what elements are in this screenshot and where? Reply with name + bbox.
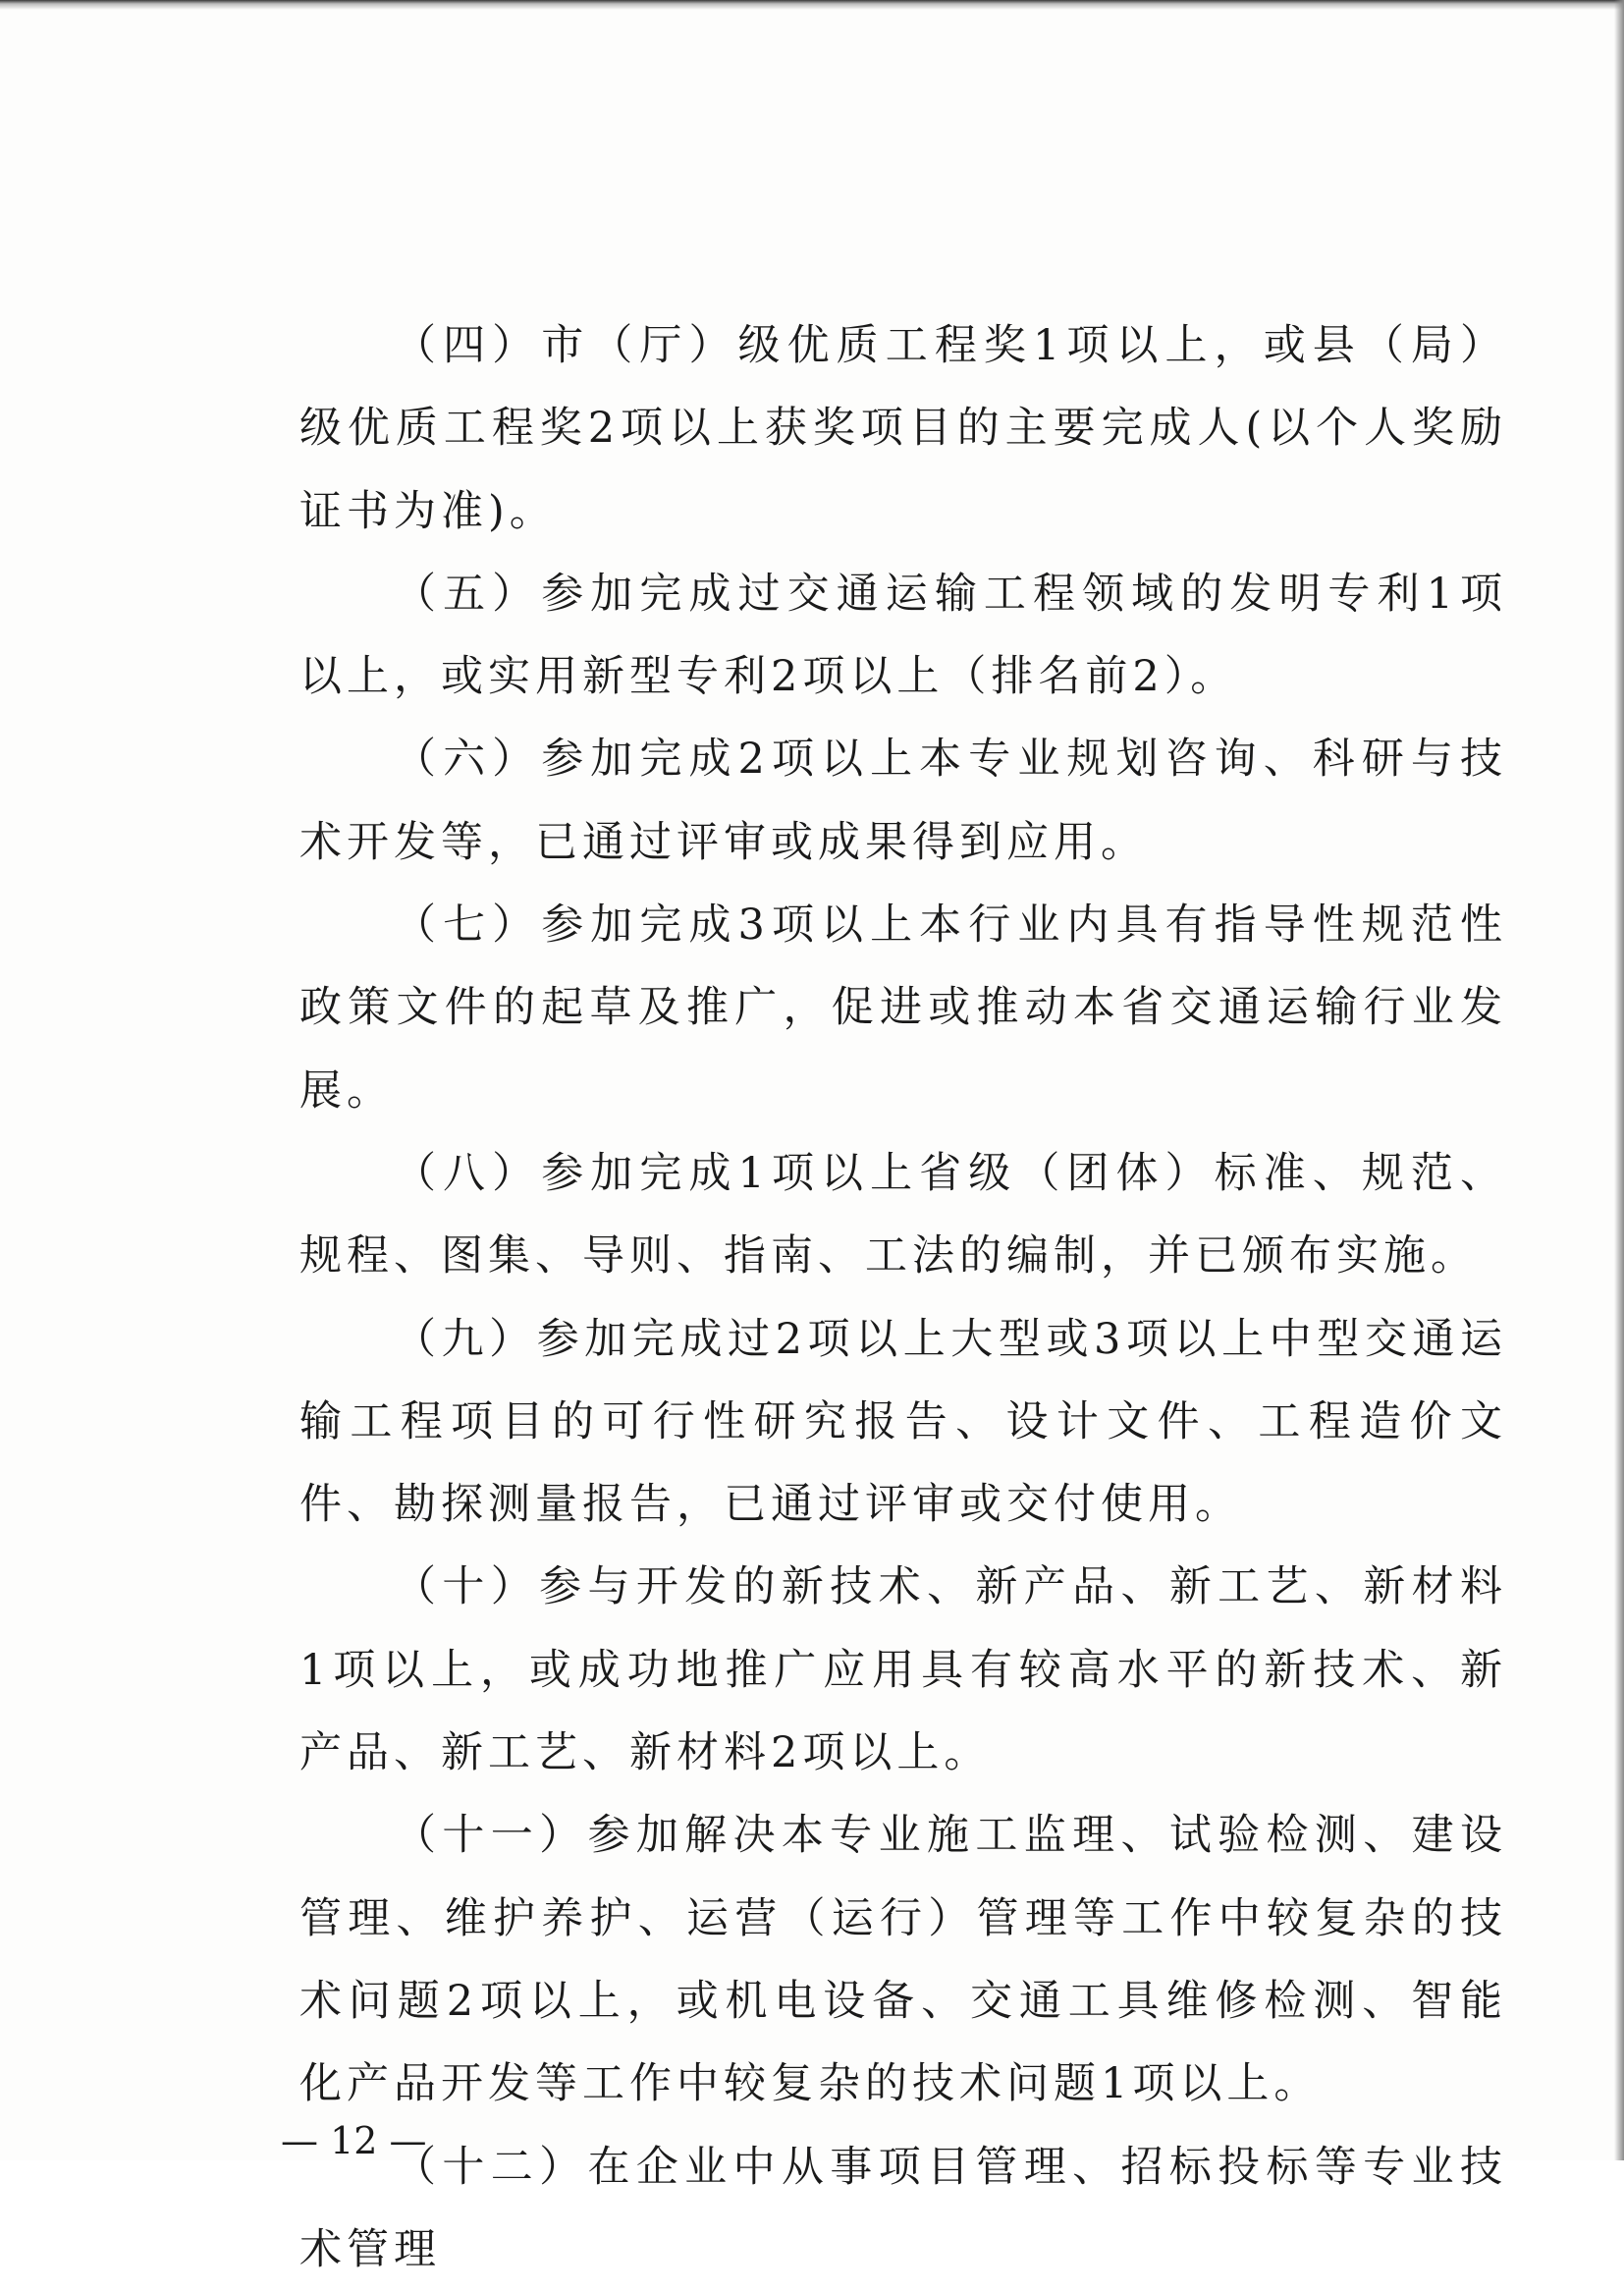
paragraph-5: （五）参加完成过交通运输工程领域的发明专利1项以上，或实用新型专利2项以上（排名前2）。 (299, 569, 1507, 702)
paragraph-9: （九）参加完成过2项以上大型或3项以上中型交通运输工程项目的可行性研究报告、设计文件、工程造价文件、勘探测量报告，已通过评审或交付使用。 (299, 1314, 1507, 1530)
paragraph-10: （十）参与开发的新技术、新产品、新工艺、新材料1项以上，或成功地推广应用具有较高水平的新技术、新产品、新工艺、新材料2项以上。 (299, 1562, 1507, 1778)
paragraph-7: （七）参加完成3项以上本行业内具有指导性规范性政策文件的起草及推广，促进或推动本省交通运输行业发展。 (299, 900, 1507, 1116)
scan-edge-right (1614, 0, 1624, 2160)
document-body (299, 304, 1507, 2291)
paragraph-12: （十二）在企业中从事项目管理、招标投标等专业技术管理 (299, 2142, 1507, 2274)
paragraph-11: （十一）参加解决本专业施工监理、试验检测、建设管理、维护养护、运营（运行）管理等工作中较复杂的技术问题2项以上，或机电设备、交通工具维修检测、智能化产品开发等工作中较复杂的技术问题1项以上。 (299, 1811, 1507, 2109)
page-number: — 12 — (281, 2119, 427, 2162)
paragraph-8: （八）参加完成1项以上省级（团体）标准、规范、规程、图集、导则、指南、工法的编制，并已颁布实施。 (299, 1148, 1507, 1282)
scan-edge-top (0, 0, 1624, 10)
paragraph-6: （六）参加完成2项以上本专业规划咨询、科研与技术开发等，已通过评审或成果得到应用。 (299, 735, 1507, 867)
paragraph-4: （四）市（厅）级优质工程奖1项以上，或县（局）级优质工程奖2项以上获奖项目的主要完成人(以个人奖励证书为准)。 (299, 321, 1507, 536)
